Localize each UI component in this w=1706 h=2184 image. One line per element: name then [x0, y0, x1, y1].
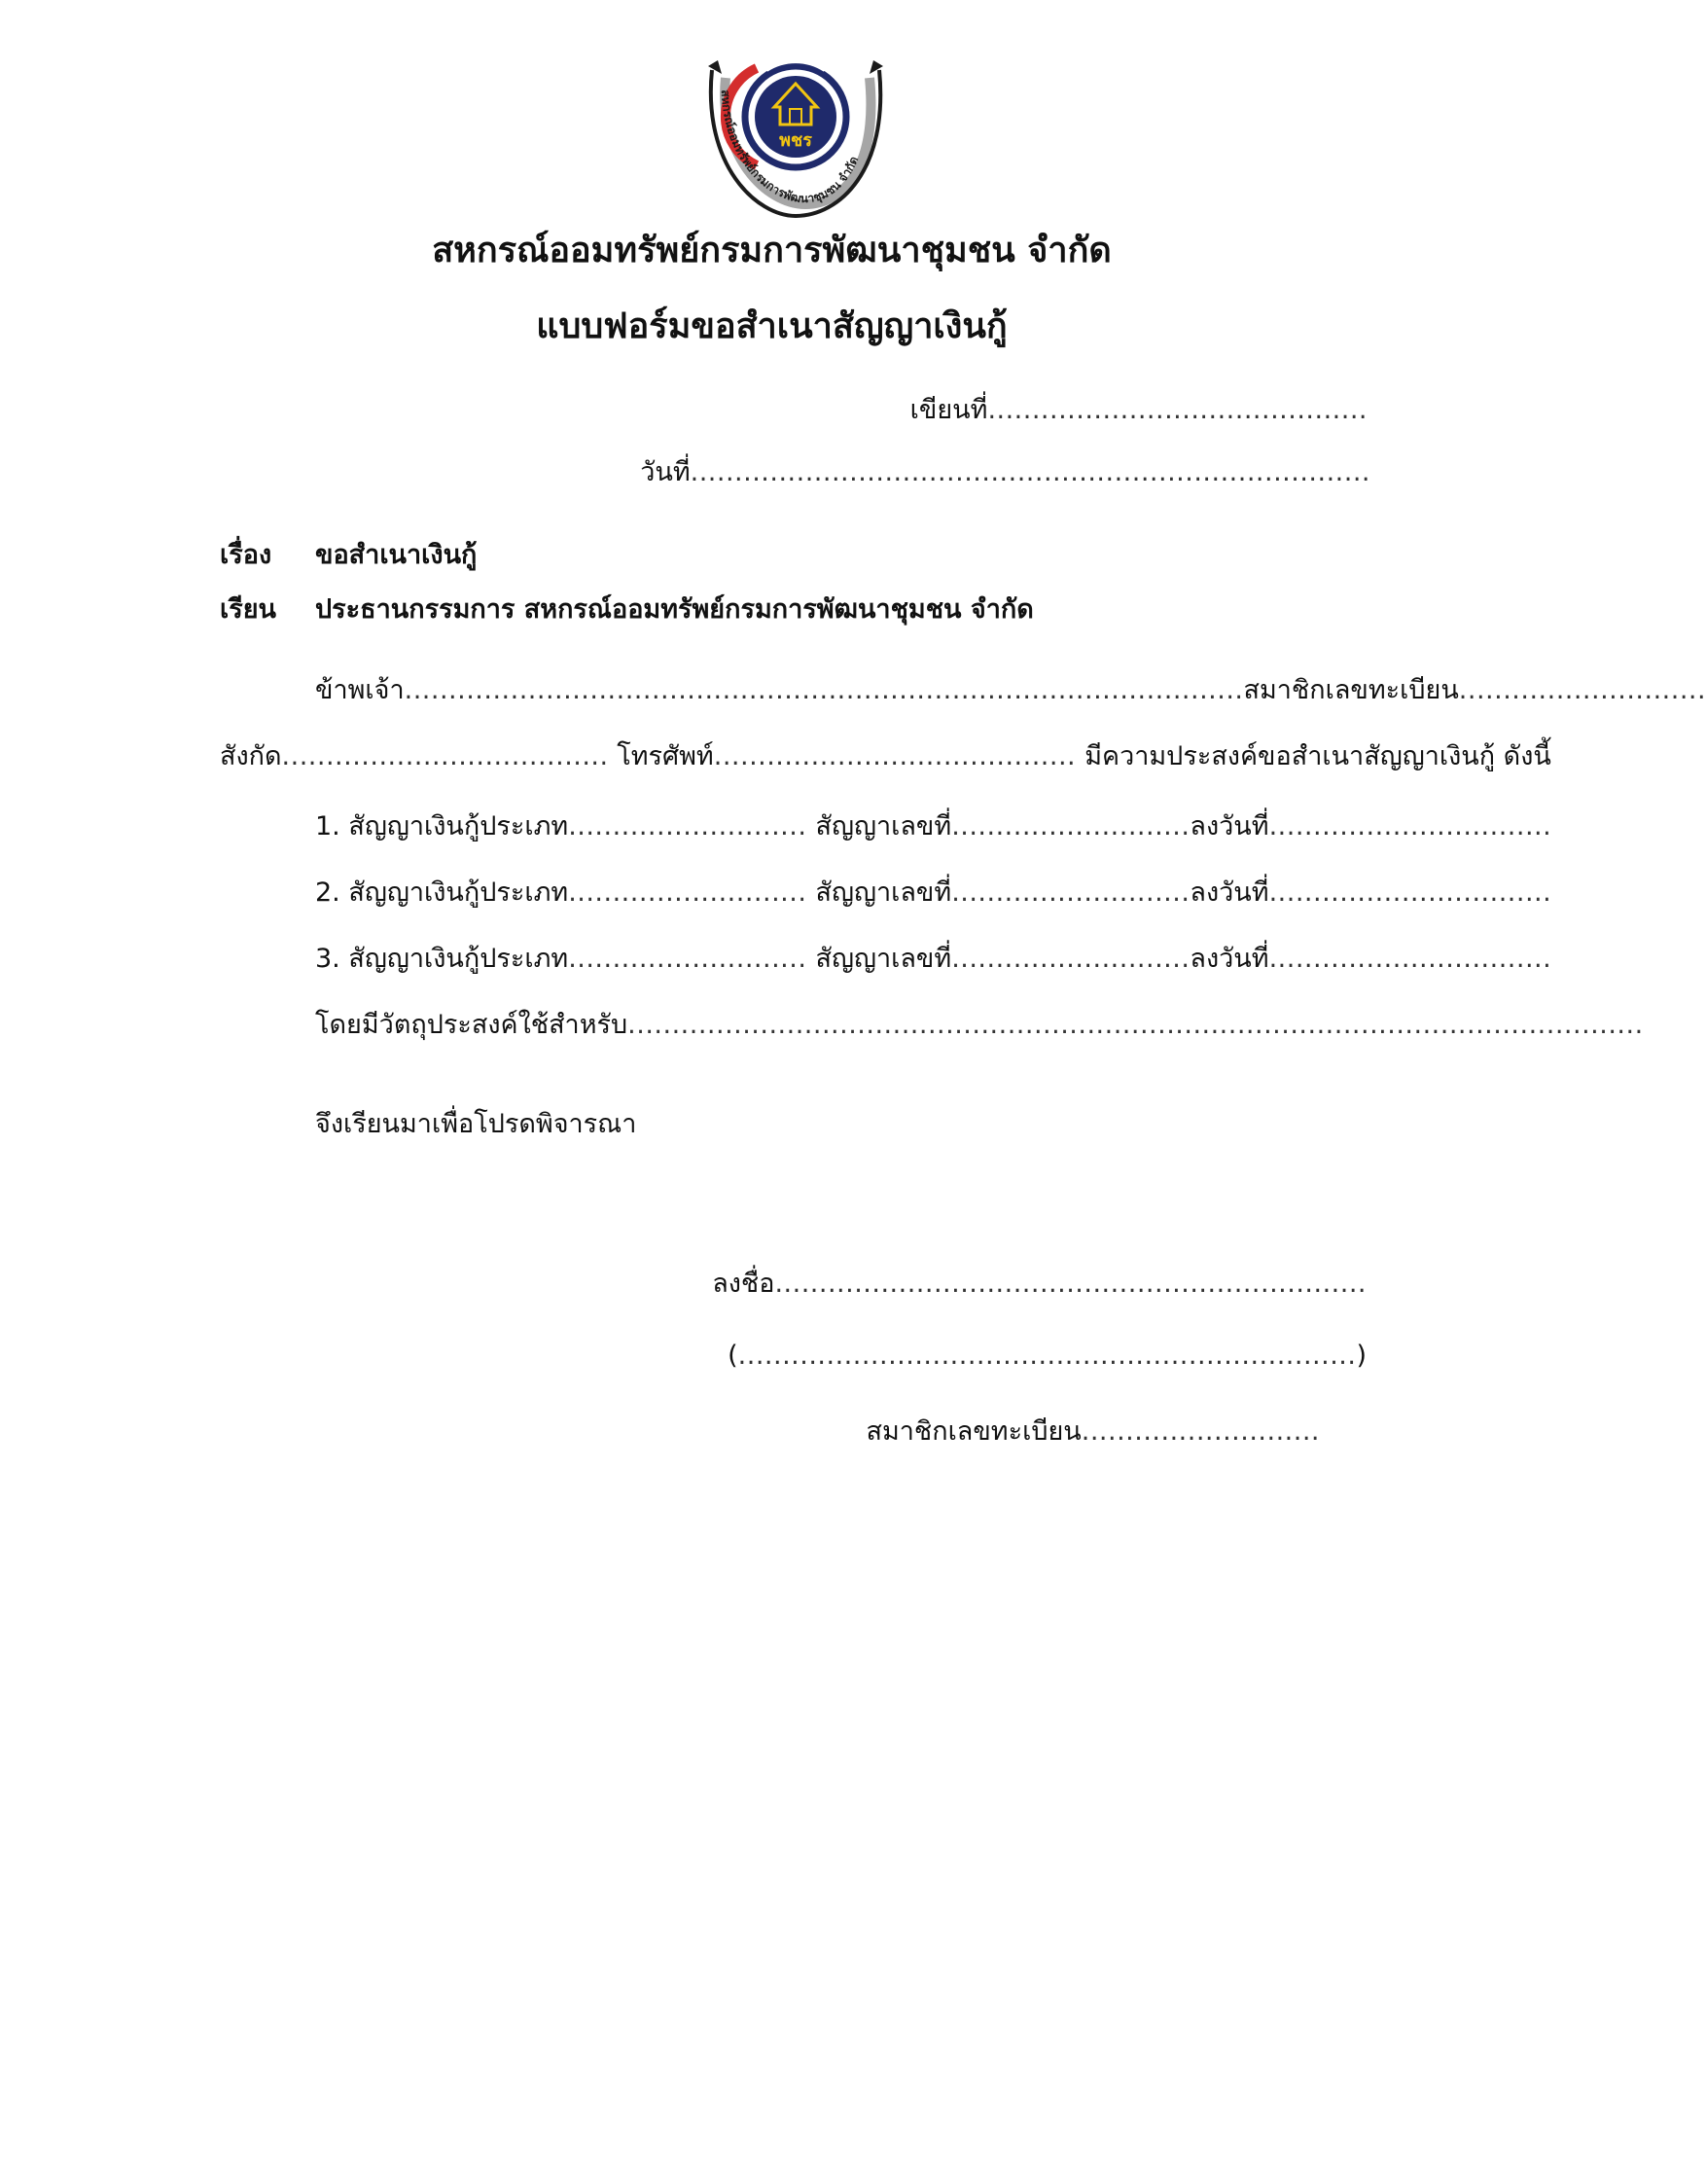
written-at-dots: ........................................... — [987, 395, 1368, 425]
name-open: ( — [728, 1341, 738, 1371]
sign-dots: ................................................................... — [774, 1269, 1367, 1299]
sign-label: ลงชื่อ — [712, 1269, 775, 1299]
signature-member-no-field[interactable] — [866, 1413, 1320, 1451]
name-dots: ...................................................................... — [737, 1341, 1357, 1371]
date-field[interactable] — [640, 453, 1370, 492]
phone-label: โทรศัพท์ — [608, 741, 714, 771]
member-no-dots: ............................ — [1458, 675, 1706, 705]
affiliation-label: สังกัด — [220, 741, 282, 771]
to-value: ประธานกรรมการ สหกรณ์ออมทรัพย์กรมการพัฒนาชุมชน จำกัด — [315, 594, 1034, 625]
logo-center-text: พชร — [779, 130, 812, 151]
form-title: แบบฟอร์มขอสำเนาสัญญาเงินกู้ — [536, 306, 1008, 346]
purpose-label: โดยมีวัตถุประสงค์ใช้สำหรับ — [315, 1010, 628, 1040]
contract-no-label: สัญญาเลขที่ — [815, 811, 952, 841]
contract-type-label: สัญญาเงินกู้ประเภท — [339, 811, 569, 841]
contract-date-dots: ................................ — [1268, 877, 1552, 908]
contract-date-label: ลงวันที่ — [1190, 944, 1269, 974]
date-dots: ............................................................................. — [690, 457, 1370, 487]
contract-no-label: สัญญาเลขที่ — [815, 877, 952, 908]
cooperative-logo — [698, 49, 893, 218]
contract-item[interactable] — [315, 940, 1551, 979]
contract-no-dots: ........................... — [951, 877, 1191, 908]
contract-type-label: สัญญาเงินกู้ประเภท — [339, 944, 569, 974]
org-name: สหกรณ์ออมทรัพย์กรมการพัฒนาชุมชน จำกัด — [432, 231, 1112, 270]
logo-ring-text: สหกรณ์ออมทรัพย์กรมการพัฒนาชุมชน จำกัด — [718, 90, 862, 206]
purpose-dots: ................................................................................................................... — [627, 1010, 1644, 1040]
contract-no-dots: ........................... — [951, 811, 1191, 841]
closing-text: จึงเรียนมาเพื่อโปรดพิจารณา — [315, 1109, 637, 1139]
self-label: ข้าพเจ้า — [315, 675, 405, 705]
contract-date-label: ลงวันที่ — [1190, 877, 1269, 908]
contract-date-dots: ................................ — [1268, 944, 1552, 974]
contract-type-dots: ........................... — [568, 944, 816, 974]
purpose-field[interactable] — [315, 1006, 1644, 1045]
contract-type-label: สัญญาเงินกู้ประเภท — [339, 877, 569, 908]
sig-member-no-label: สมาชิกเลขทะเบียน — [866, 1416, 1082, 1447]
affiliation-dots: ..................................... — [281, 741, 609, 771]
signature-field[interactable] — [712, 1265, 1367, 1304]
contract-no-dots: ........................... — [951, 944, 1191, 974]
self-dots: ............................................................................................... — [404, 675, 1244, 705]
contract-num: 2. — [315, 877, 340, 908]
written-at-field[interactable] — [910, 391, 1368, 430]
contract-date-dots: ................................ — [1268, 811, 1552, 841]
phone-dots: ......................................... — [713, 741, 1085, 771]
affiliation-line[interactable] — [220, 737, 1551, 776]
purpose-statement: มีความประสงค์ขอสำเนาสัญญาเงินกู้ ดังนี้ — [1084, 741, 1551, 771]
contract-type-dots: ........................... — [568, 877, 816, 908]
sig-member-no-dots: ........................... — [1081, 1416, 1320, 1447]
contract-item[interactable] — [315, 807, 1551, 846]
contract-date-label: ลงวันที่ — [1190, 811, 1269, 841]
contract-type-dots: ........................... — [568, 811, 816, 841]
written-at-label: เขียนที่ — [909, 395, 988, 425]
to-label: เรียน — [220, 594, 277, 625]
printed-name-field[interactable] — [728, 1337, 1367, 1376]
date-label: วันที่ — [640, 457, 691, 487]
contract-item[interactable] — [315, 874, 1551, 913]
applicant-line[interactable] — [315, 671, 1706, 710]
member-no-label: สมาชิกเลขทะเบียน — [1243, 675, 1459, 705]
contract-num: 3. — [315, 944, 340, 974]
name-close: ) — [1356, 1341, 1367, 1371]
subject-label: เรื่อง — [220, 540, 272, 570]
contract-no-label: สัญญาเลขที่ — [815, 944, 952, 974]
contract-num: 1. — [315, 811, 340, 841]
subject-value: ขอสำเนาเงินกู้ — [315, 540, 478, 570]
